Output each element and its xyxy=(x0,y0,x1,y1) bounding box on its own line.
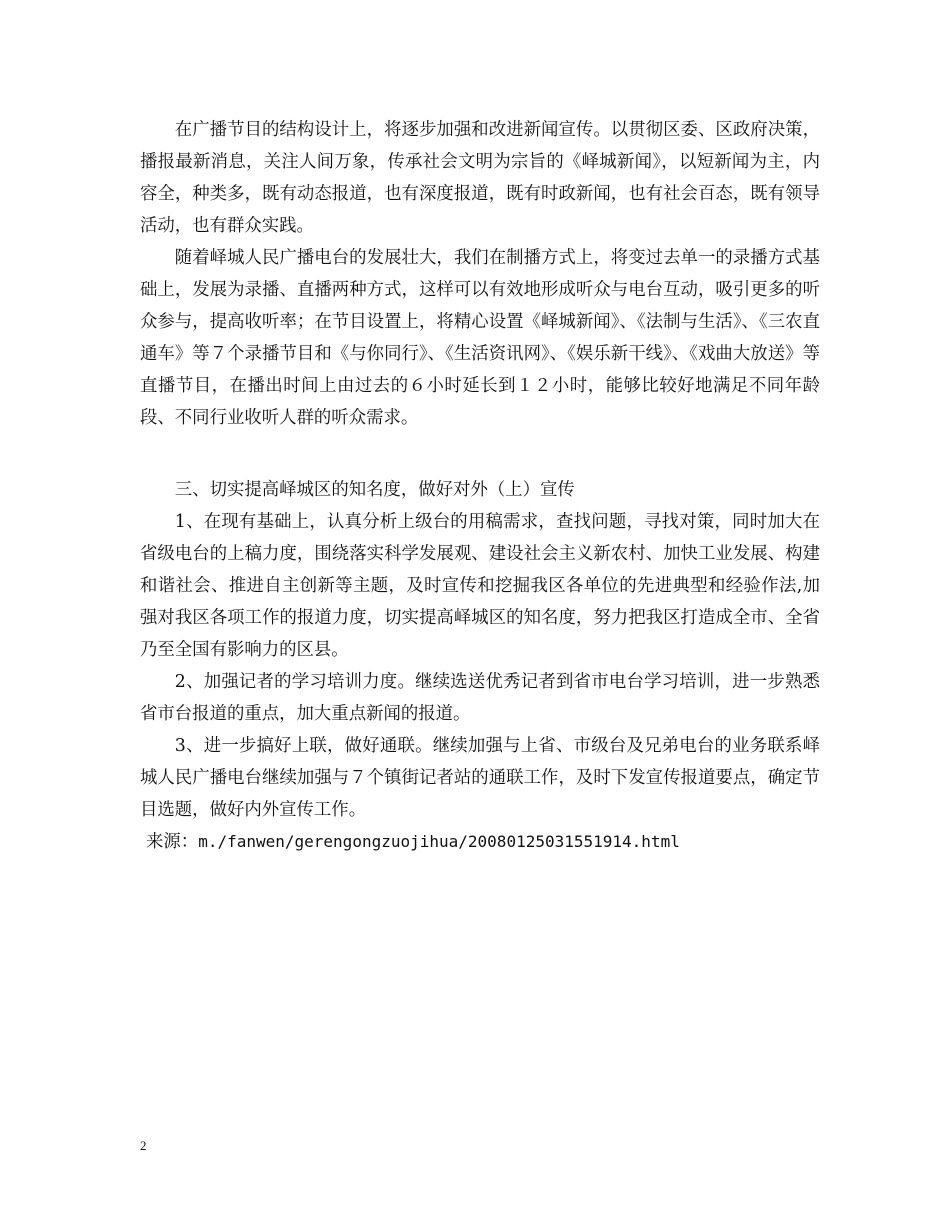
source-label: 来源： xyxy=(146,832,199,852)
paragraph-item-2: 2、加强记者的学习培训力度。继续选送优秀记者到省市电台学习培训，进一步熟悉省市台报道的重点，加大重点新闻的报道。 xyxy=(140,672,820,724)
paragraph-broadcast-methods: 随着峄城人民广播电台的发展壮大，我们在制播方式上，将变过去单一的录播方式基础上，发展为录播、直播两种方式，这样可以有效地形成听众与电台互动，吸引更多的听众参与，提高收听率；在节目设置上，将精心设置《峄城新闻》、《法制与生活》、《三农直通车》等７个录播节目和《与你同行》、《生活资讯网》、《娱乐新干线》、《戏曲大放送》等直播节目，在播出时间上由过去的６小时延长到１２小时，能够比较好地满足不同年龄段、不同行业收听人群的听众需求。 xyxy=(140,248,820,428)
paragraph-item-1: 1、在现有基础上，认真分析上级台的用稿需求，查找问题，寻找对策，同时加大在省级电台的上稿力度，围绕落实科学发展观、建设社会主义新农村、加快工业发展、构建和谐社会、推进自主创新等主题，及时宣传和挖掘我区各单位的先进典型和经验作法,加强对我区各项工作的报道力度，切实提高峄城区的知名度，努力把我区打造成全市、全省乃至全国有影响力的区县。 xyxy=(140,512,820,660)
source-line xyxy=(140,826,820,858)
page-number: 2 xyxy=(140,1138,147,1153)
section-heading-external-publicity: 三、切实提高峄城区的知名度，做好对外（上）宣传 xyxy=(174,480,575,500)
paragraph-program-structure: 在广播节目的结构设计上，将逐步加强和改进新闻宣传。以贯彻区委、区政府决策，播报最新消息，关注人间万象，传承社会文明为宗旨的《峄城新闻》，以短新闻为主，内容全，种类多，既有动态报道，也有深度报道，既有时政新闻，也有社会百态，既有领导活动，也有群众实践。 xyxy=(140,120,820,236)
document-body xyxy=(140,114,820,858)
source-url: m./fanwen/gerengongzuojihua/20080125031551914.html xyxy=(198,832,680,851)
paragraph-item-3: 3、进一步搞好上联，做好通联。继续加强与上省、市级台及兄弟电台的业务联系峄城人民广播电台继续加强与７个镇街记者站的通联工作，及时下发宣传报道要点，确定节目选题，做好内外宣传工作。 xyxy=(140,736,820,820)
